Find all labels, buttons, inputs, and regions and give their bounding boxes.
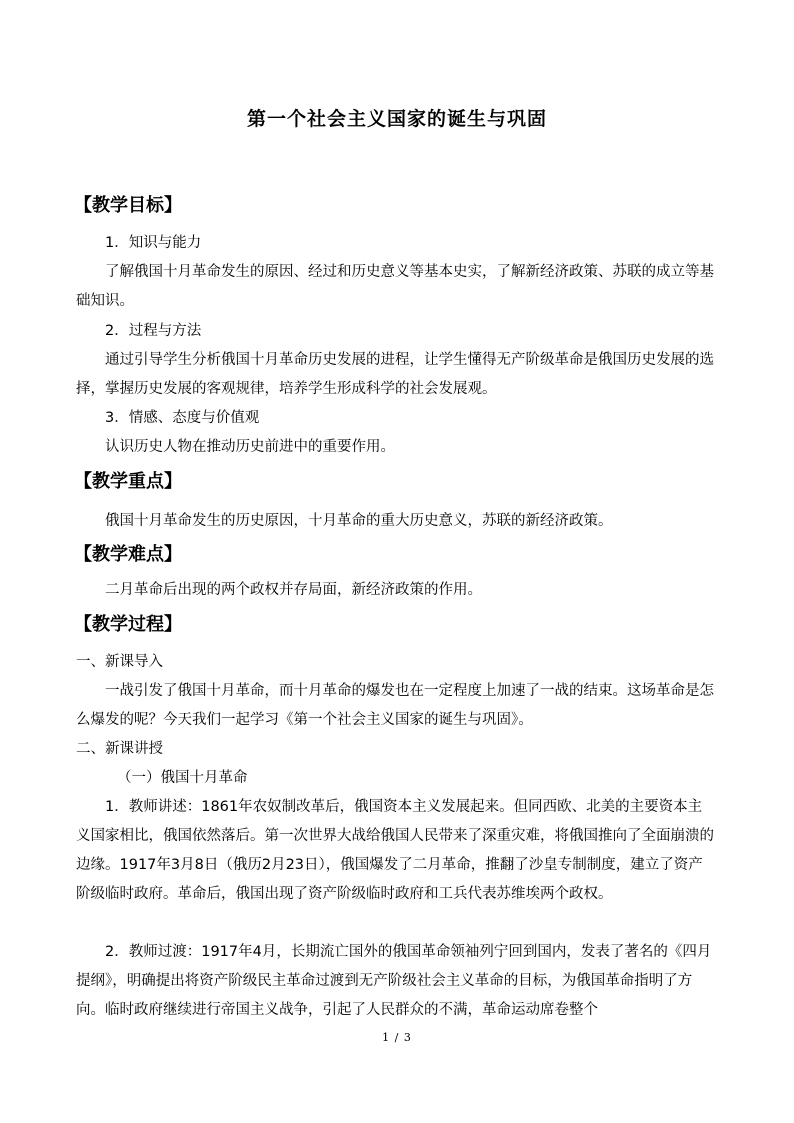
para-1: 1．教师讲述：1861年农奴制改革后，俄国资本主义发展起来。但同西欧、北美的主要资本主义国家相比，俄国依然落后。第一次世界大战给俄国人民带来了深重灾难，将俄国推向了全面崩溃的边缘。1917年3月8日（俄历2月23日），俄国爆发了二月革命，推翻了沙皇专制制度，建立了资产阶级临时政府。革命后，俄国出现了资产阶级临时政府和工兵代表苏维埃两个政权。 (76, 799, 714, 902)
goal-item-3: 2．过程与方法 (105, 323, 202, 339)
goal-item-6: 认识历史人物在推动历史前进中的重要作用。 (105, 439, 395, 455)
sub1-title: （一）俄国十月革命 (117, 770, 248, 786)
heading-difficulties: 【教学难点】 (74, 544, 182, 565)
difficulties-text: 二月革命后出现的两个政权并存局面，新经济政策的作用。 (105, 582, 482, 598)
part2-title: 二、新课讲授 (76, 741, 163, 757)
goal-item-2: 了解俄国十月革命发生的原因、经过和历史意义等基本史实，了解新经济政策、苏联的成立等基础知识。 (76, 264, 714, 309)
heading-process: 【教学过程】 (74, 614, 182, 635)
key-points-text: 俄国十月革命发生的历史原因，十月革命的重大历史意义，苏联的新经济政策。 (105, 513, 613, 529)
heading-goals: 【教学目标】 (74, 195, 182, 216)
para-2: 2．教师过渡：1917年4月，长期流亡国外的俄国革命领袖列宁回到国内，发表了著名的《四月提纲》，明确提出将资产阶级民主革命过渡到无产阶级社会主义革命的目标，为俄国革命指明了方向。临时政府继续进行帝国主义战争，引起了人民群众的不满，革命运动席卷整个 (76, 944, 712, 1018)
page-title: 第一个社会主义国家的诞生与巩固 (246, 108, 547, 130)
part1-title: 一、新课导入 (76, 654, 163, 670)
goal-item-5: 3．情感、态度与价值观 (105, 410, 260, 426)
part1-text: 一战引发了俄国十月革命，而十月革命的爆发也在一定程度上加速了一战的结束。这场革命是怎么爆发的呢？今天我们一起学习《第一个社会主义国家的诞生与巩固》。 (76, 683, 714, 728)
goal-item-4: 通过引导学生分析俄国十月革命历史发展的进程，让学生懂得无产阶级革命是俄国历史发展的选择，掌握历史发展的客观规律，培养学生形成科学的社会发展观。 (76, 352, 714, 397)
heading-key-points: 【教学重点】 (74, 471, 182, 492)
page-number: 1 / 3 (382, 1031, 412, 1044)
goal-item-1: 1．知识与能力 (105, 235, 202, 251)
